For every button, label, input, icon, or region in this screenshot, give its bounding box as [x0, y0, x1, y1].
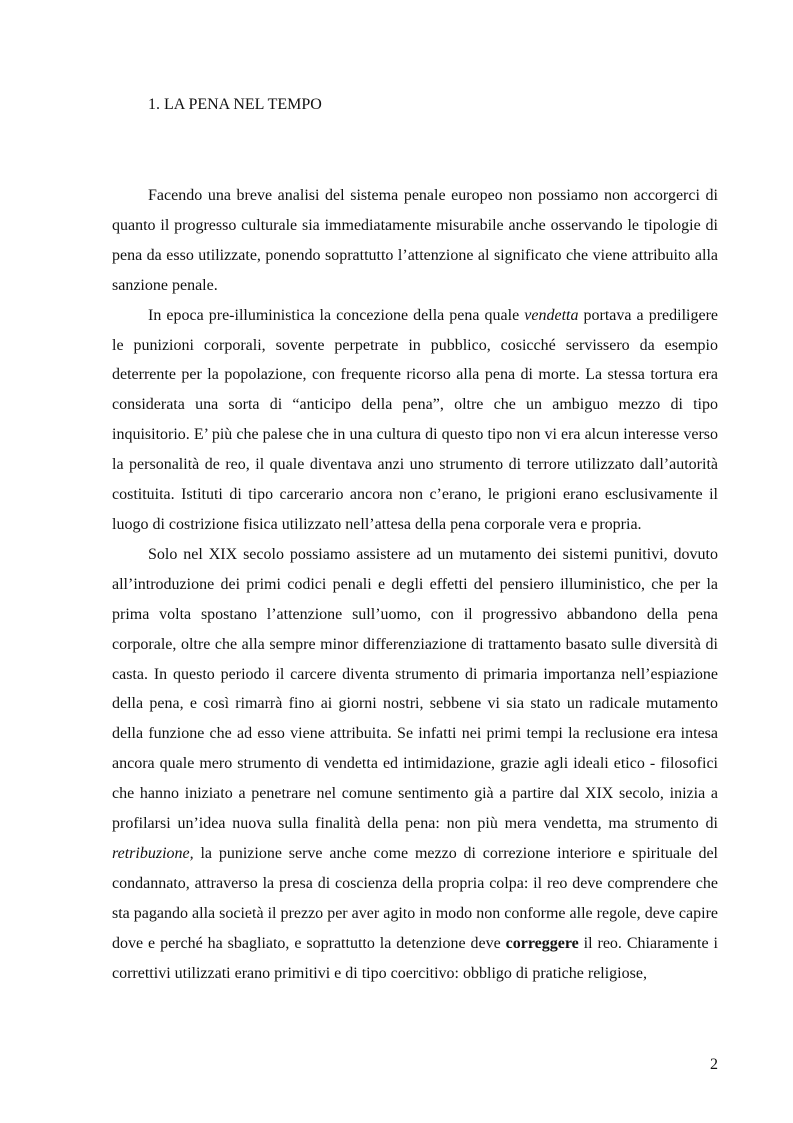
paragraph-3	[112, 540, 718, 989]
paragraph-2-text-before: In epoca pre-illuministica la concezione della pena quale	[148, 306, 525, 324]
paragraph-3-text-before: Solo nel XIX secolo possiamo assistere ad un mutamento dei sistemi punitivi, dovuto all’introduzione dei primi codici penali e degli effetti del pensiero illuministico, che per la prima volta spostano l’attenzione sull’uomo, con il progressivo abbandono della pena corporale, oltre che alla sempre minor differenziazione di trattamento basato sulle diversità di casta. In questo periodo il carcere diventa strumento di primaria importanza nell’espiazione della pena, e così rimarrà fino ai giorni nostri, sebbene vi sia stato un radicale mutamento della funzione che ad esso viene attribuita. Se infatti nei primi tempi la reclusione era intesa ancora quale mero strumento di vendetta ed intimidazione, grazie agli ideali etico - filosofici che hanno iniziato a penetrare nel comune sentimento già a partire dal XIX secolo, inizia a profilarsi un’idea nuova sulla finalità della pena: non più mera vendetta, ma strumento di	[112, 545, 718, 833]
paragraph-2	[112, 301, 718, 540]
section-heading: 1. LA PENA NEL TEMPO	[148, 96, 322, 113]
paragraph-3-text-middle: la punizione serve anche come mezzo di correzione interiore e spirituale del condannato, attraverso la presa di coscienza della propria colpa: il reo deve comprendere che sta pagando alla società il prezzo per aver agito in modo non conforme alle regole, deve capire dove e perché ha sbagliato, e soprattutto la detenzione deve	[112, 844, 718, 952]
body-text	[112, 181, 718, 988]
paragraph-3-text-after: il reo. Chiaramente i correttivi utilizzati erano primitivi e di tipo coercitivo: obbligo di pratiche religiose,	[112, 934, 718, 982]
paragraph-3-emphasis: retribuzione,	[112, 844, 194, 862]
paragraph-3-strong: correggere	[505, 934, 579, 952]
paragraph-2-emphasis: vendetta	[524, 306, 579, 324]
paragraph-1	[112, 181, 718, 301]
paragraph-2-text-after: portava a prediligere le punizioni corporali, sovente perpetrate in pubblico, cosicché servissero da esempio deterrente per la popolazione, con frequente ricorso alla pena di morte. La stessa tortura era considerata una sorta di “anticipo della pena”, oltre che un ambiguo mezzo di tipo inquisitorio. E’ più che palese che in una cultura di questo tipo non vi era alcun interesse verso la personalità de reo, il quale diventava anzi uno strumento di terrore utilizzato dall’autorità costituita. Istituti di tipo carcerario ancora non c’erano, le prigioni erano esclusivamente il luogo di costrizione fisica utilizzato nell’attesa della pena corporale vera e propria.	[112, 306, 719, 533]
paragraph-1-text: Facendo una breve analisi del sistema penale europeo non possiamo non accorgerci di quanto il progresso culturale sia immediatamente misurabile anche osservando le tipologie di pena da esso utilizzate, ponendo soprattutto l’attenzione al significato che viene attribuito alla sanzione penale.	[112, 187, 718, 294]
page-number: 2	[710, 1056, 718, 1073]
